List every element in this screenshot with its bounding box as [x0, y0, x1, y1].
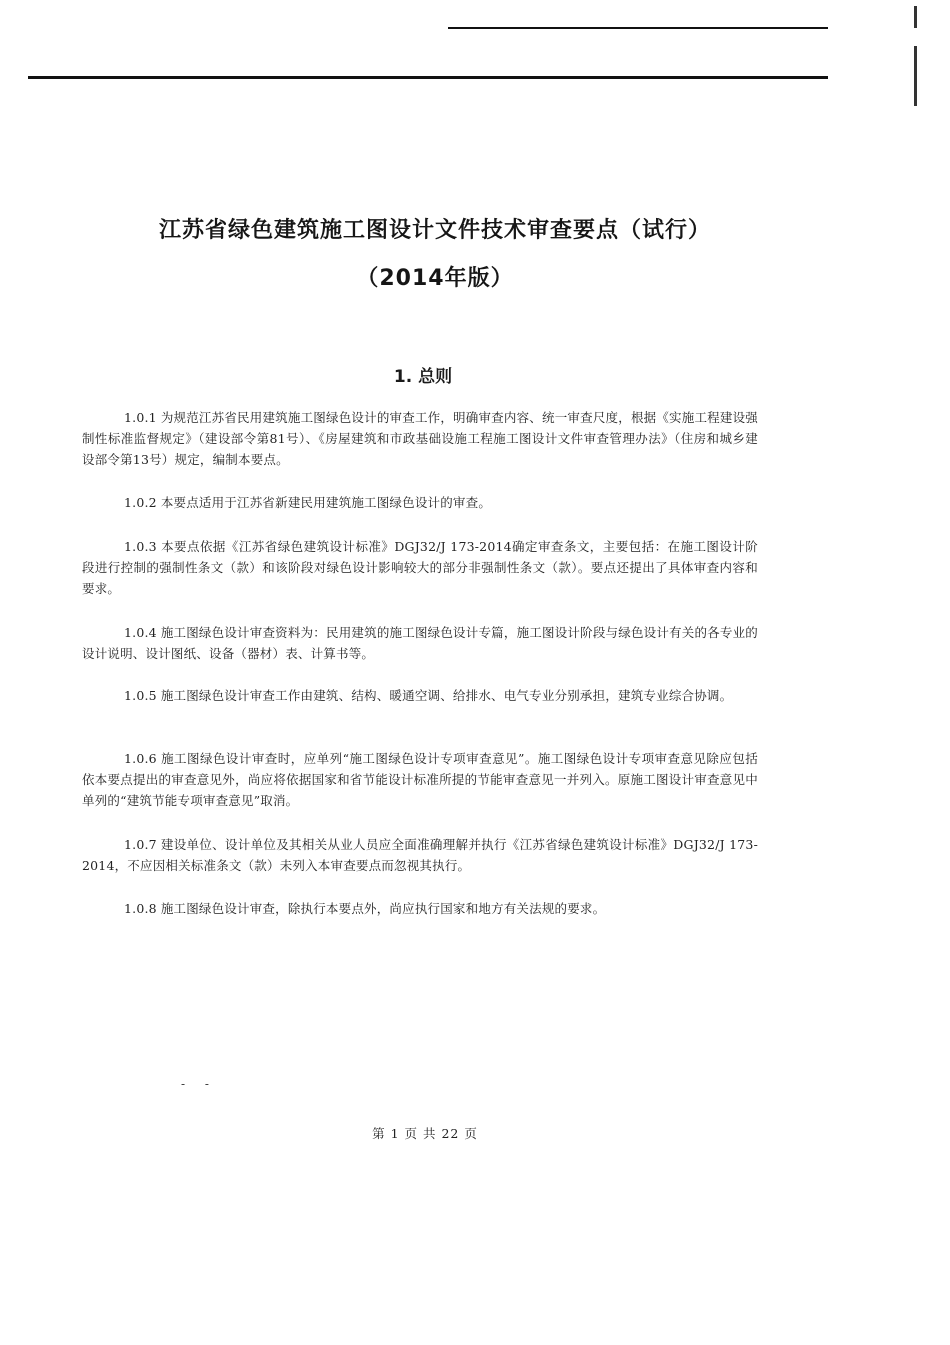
document-title: 江苏省绿色建筑施工图设计文件技术审查要点（试行）	[158, 218, 711, 243]
clause-1-0-2	[82, 492, 758, 513]
clause-text: 施工图绿色设计审查工作由建筑、结构、暖通空调、给排水、电气专业分别承担，建筑专业综合协调。	[160, 688, 733, 703]
clause-text: 为规范江苏省民用建筑施工图绿色设计的审查工作，明确审查内容、统一审查尺度，根据《实施工程建设强制性标准监督规定》（建设部令第81号）、《房屋建筑和市政基础设施工程施工图设计文件审查管理办法》（住房和城乡建设部令第13号）规定，编制本要点。	[82, 410, 758, 467]
clause-text: 施工图绿色设计审查时，应单列“施工图绿色设计专项审查意见”。施工图绿色设计专项审查意见除应包括依本要点提出的审查意见外，尚应将依据国家和省节能设计标准所提的节能审查意见一并列入。原施工图设计审查意见中单列的“建筑节能专项审查意见”取消。	[82, 751, 758, 808]
clause-text: 本要点依据《江苏省绿色建筑设计标准》DGJ32/J 173-2014确定审查条文，主要包括：在施工图设计阶段进行控制的强制性条文（款）和该阶段对绿色设计影响较大的部分非强制性条文（款）。要点还提出了具体审查内容和要求。	[82, 539, 758, 596]
clause-text: 本要点适用于江苏省新建民用建筑施工图绿色设计的审查。	[160, 495, 492, 510]
top-rule-long	[28, 76, 828, 79]
clause-text: 施工图绿色设计审查，除执行本要点外，尚应执行国家和地方有关法规的要求。	[160, 901, 606, 916]
clause-number: 1.0.6	[124, 751, 157, 766]
document-edition: （2014年版）	[356, 266, 514, 291]
clause-number: 1.0.4	[124, 625, 157, 640]
clause-1-0-4	[82, 622, 758, 664]
scan-edge-mark	[914, 46, 917, 106]
stray-scan-mark: - -	[181, 1077, 217, 1091]
section-heading: 1. 总则	[393, 367, 453, 387]
clause-number: 1.0.8	[124, 901, 157, 916]
clause-1-0-1	[82, 407, 758, 470]
clause-1-0-5	[82, 685, 758, 706]
clause-number: 1.0.5	[124, 688, 157, 703]
scan-edge-mark	[914, 6, 917, 28]
clause-number: 1.0.2	[124, 495, 157, 510]
page-footer: 第 1 页 共 22 页	[372, 1126, 478, 1141]
clause-text: 建设单位、设计单位及其相关从业人员应全面准确理解并执行《江苏省绿色建筑设计标准》DGJ32/J 173-2014，不应因相关标准条文（款）未列入本审查要点而忽视其执行。	[82, 837, 758, 873]
clause-1-0-8	[82, 898, 758, 919]
clause-1-0-6	[82, 748, 758, 811]
clause-1-0-3	[82, 536, 758, 599]
top-rule-short	[448, 27, 828, 29]
clause-number: 1.0.7	[124, 837, 157, 852]
clause-number: 1.0.3	[124, 539, 157, 554]
clause-number: 1.0.1	[124, 410, 157, 425]
clause-1-0-7	[82, 834, 758, 876]
clause-text: 施工图绿色设计审查资料为：民用建筑的施工图绿色设计专篇，施工图设计阶段与绿色设计有关的各专业的设计说明、设计图纸、设备（器材）表、计算书等。	[82, 625, 758, 661]
